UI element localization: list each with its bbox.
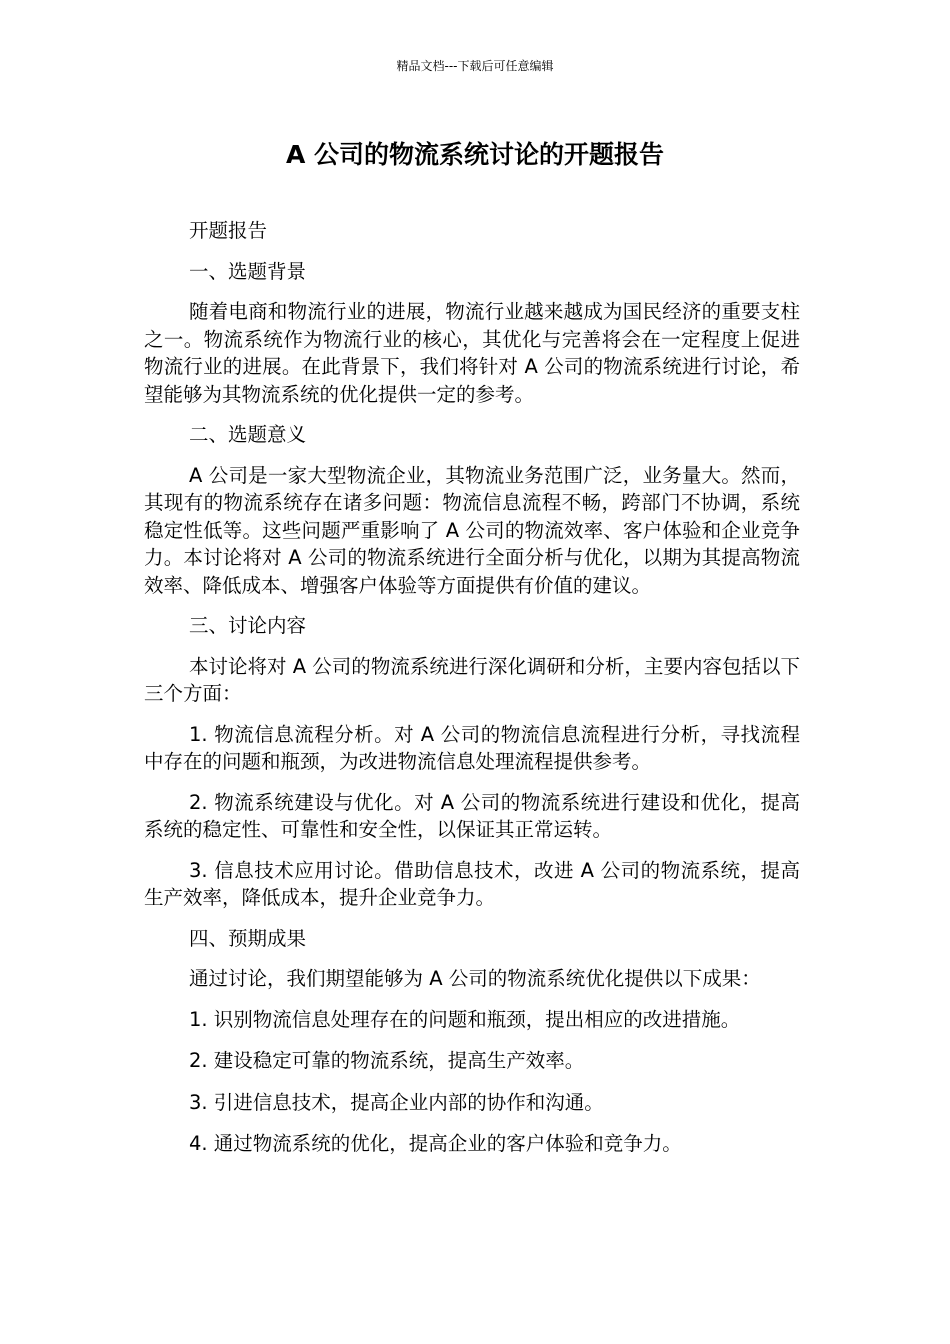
heading-content: 三、讨论内容: [189, 614, 307, 637]
content-item-3: 3. 信息技术应用讨论。借助信息技术，改进 A 公司的物流系统，提高生产效率，降低成本，提升企业竞争力。: [144, 858, 800, 909]
heading-significance: 二、选题意义: [189, 423, 307, 446]
result-item-3: 3. 引进信息技术，提高企业内部的协作和沟通。: [189, 1090, 604, 1114]
paragraph-significance: A 公司是一家大型物流企业，其物流业务范围广泛，业务量大。然而，其现有的物流系统存在诸多问题：物流信息流程不畅，跨部门不协调，系统稳定性低等。这些问题严重影响了 A 公司的物流效率、客户体验和企业竞争力。本讨论将对 A 公司的物流系统进行全面分析与优化，以期为其提高物流效率、降低成本、增强客户体验等方面提供有价值的建议。: [144, 463, 800, 597]
heading-expected-results: 四、预期成果: [189, 926, 307, 950]
content-item-2: 2. 物流系统建设与优化。对 A 公司的物流系统进行建设和优化，提高系统的稳定性、可靠性和安全性，以保证其正常运转。: [144, 790, 800, 841]
result-item-2: 2. 建设稳定可靠的物流系统，提高生产效率。: [189, 1049, 585, 1072]
content-item-1: 1. 物流信息流程分析。对 A 公司的物流信息流程进行分析，寻找流程中存在的问题和瓶颈，为改进物流信息处理流程提供参考。: [144, 722, 800, 773]
document-title: A 公司的物流系统讨论的开题报告: [285, 140, 665, 169]
paragraph-results-intro: 通过讨论，我们期望能够为 A 公司的物流系统优化提供以下成果：: [189, 967, 761, 990]
result-item-4: 4. 通过物流系统的优化，提高企业的客户体验和竞争力。: [189, 1132, 682, 1155]
paragraph-content-intro: 本讨论将对 A 公司的物流系统进行深化调研和分析，主要内容包括以下三个方面：: [144, 654, 800, 705]
result-item-1: 1. 识别物流信息处理存在的问题和瓶颈，提出相应的改进措施。: [189, 1007, 741, 1031]
section-label-report: 开题报告: [189, 219, 268, 242]
heading-background: 一、选题背景: [189, 259, 307, 283]
paragraph-background: 随着电商和物流行业的进展，物流行业越来越成为国民经济的重要支柱之一。物流系统作为物流行业的核心，其优化与完善将会在一定程度上促进物流行业的进展。在此背景下，我们将针对 A 公司的物流系统进行讨论，希望能够为其物流系统的优化提供一定的参考。: [144, 300, 800, 406]
document-body: [144, 217, 800, 1172]
header-note: 精品文档---下载后可任意编辑: [396, 59, 554, 73]
